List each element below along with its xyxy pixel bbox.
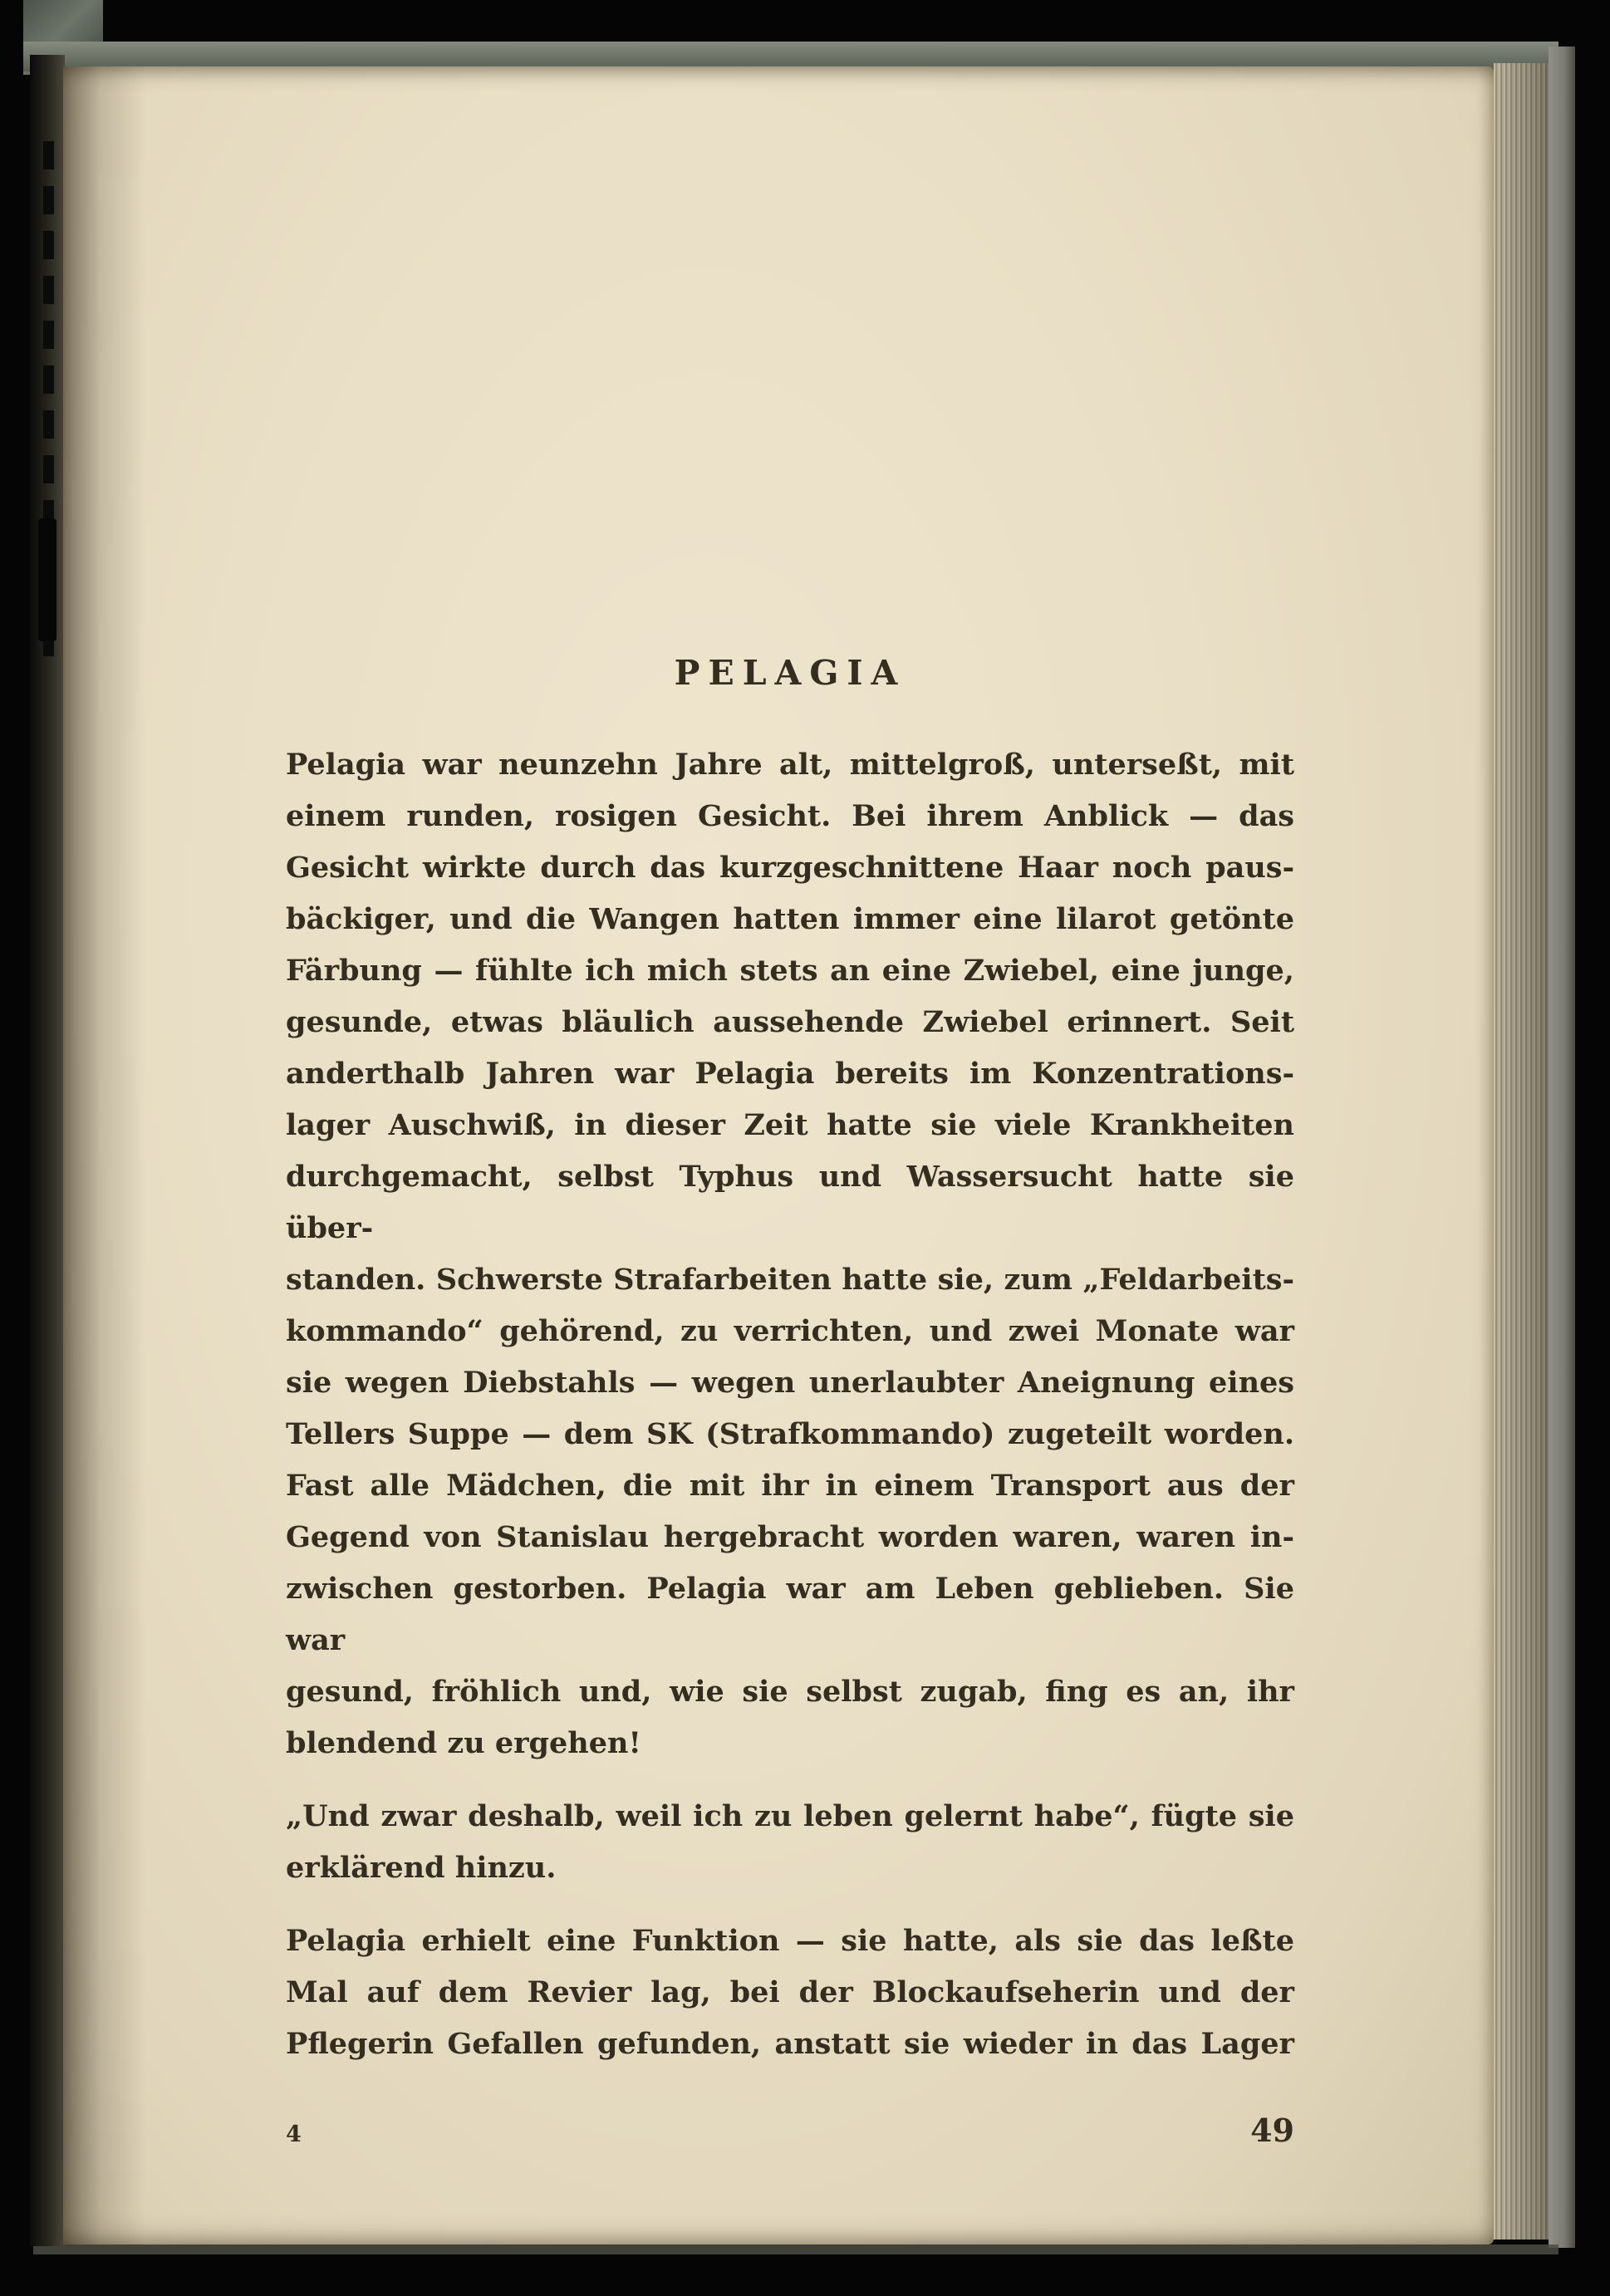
text-line: zwischen gestorben. Pelagia war am Leben geblieben. Sie war [286, 1572, 1294, 1657]
text-line: gesunde, etwas bläulich aussehende Zwiebel erinnert. Seit [286, 1005, 1294, 1039]
text-line: gesund, fröhlich und, wie sie selbst zugab, fing es an, ihr [286, 1675, 1294, 1709]
binding-dark-mark [38, 518, 56, 641]
text-line: Mal auf dem Revier lag, bei der Blockaufseherin und der [286, 1975, 1294, 2009]
text-line: blendend zu ergehen! [286, 1726, 641, 1760]
paragraph [286, 1791, 1294, 1894]
printed-text-block [286, 653, 1294, 2149]
chapter-title: PELAGIA [674, 653, 906, 693]
text-line: bäckiger, und die Wangen hatten immer eine lilarot getönte [286, 902, 1294, 936]
text-line: erklärend hinzu. [286, 1851, 557, 1885]
text-line: einem runden, rosigen Gesicht. Bei ihrem Anblick — das [286, 799, 1294, 833]
text-line: lager Auschwiß, in dieser Zeit hatte sie viele Krankheiten [286, 1108, 1294, 1142]
text-line: Färbung — fühlte ich mich stets an eine Zwiebel, eine junge, [286, 954, 1294, 988]
paragraph [286, 739, 1294, 1769]
text-line: durchgemacht, selbst Typhus und Wassersucht hatte sie über- [286, 1160, 1294, 1245]
text-line: „Und zwar deshalb, weil ich zu leben gelernt habe“, fügte sie [286, 1799, 1294, 1833]
text-line: sie wegen Diebstahls — wegen unerlaubter Aneignung eines [286, 1366, 1294, 1400]
text-line: kommando“ gehörend, zu verrichten, und zwei Monate war [286, 1314, 1294, 1348]
text-line: Tellers Suppe — dem SK (Strafkommando) zugeteilt worden. [286, 1417, 1294, 1451]
text-line: Pelagia erhielt eine Funktion — sie hatte, als sie das leßte [286, 1924, 1294, 1958]
text-line: Pelagia war neunzehn Jahre alt, mittelgroß, unterseßt, mit [286, 748, 1294, 782]
book-cover-right-board [1549, 47, 1575, 2248]
text-line: standen. Schwerste Strafarbeiten hatte sie, zum „Feldarbeits- [286, 1263, 1294, 1297]
body-text [286, 739, 1294, 2070]
text-line: Gesicht wirkte durch das kurzgeschnittene Haar noch paus- [286, 851, 1294, 885]
page-number: 49 [1250, 2112, 1294, 2149]
text-line: Gegend von Stanislau hergebracht worden waren, waren in- [286, 1520, 1294, 1554]
paragraph [286, 1916, 1294, 2070]
book-cover-bottom-edge [33, 2244, 1558, 2254]
signature-number: 4 [286, 2122, 302, 2147]
page-fore-edge-stack [1494, 63, 1549, 2240]
page-footer [286, 2112, 1294, 2149]
text-line: Fast alle Mädchen, die mit ihr in einem Transport aus der [286, 1469, 1294, 1503]
text-line: anderthalb Jahren war Pelagia bereits im Konzentrations- [286, 1057, 1294, 1091]
text-line: Pflegerin Gefallen gefunden, anstatt sie wieder in das Lager [286, 2027, 1294, 2061]
